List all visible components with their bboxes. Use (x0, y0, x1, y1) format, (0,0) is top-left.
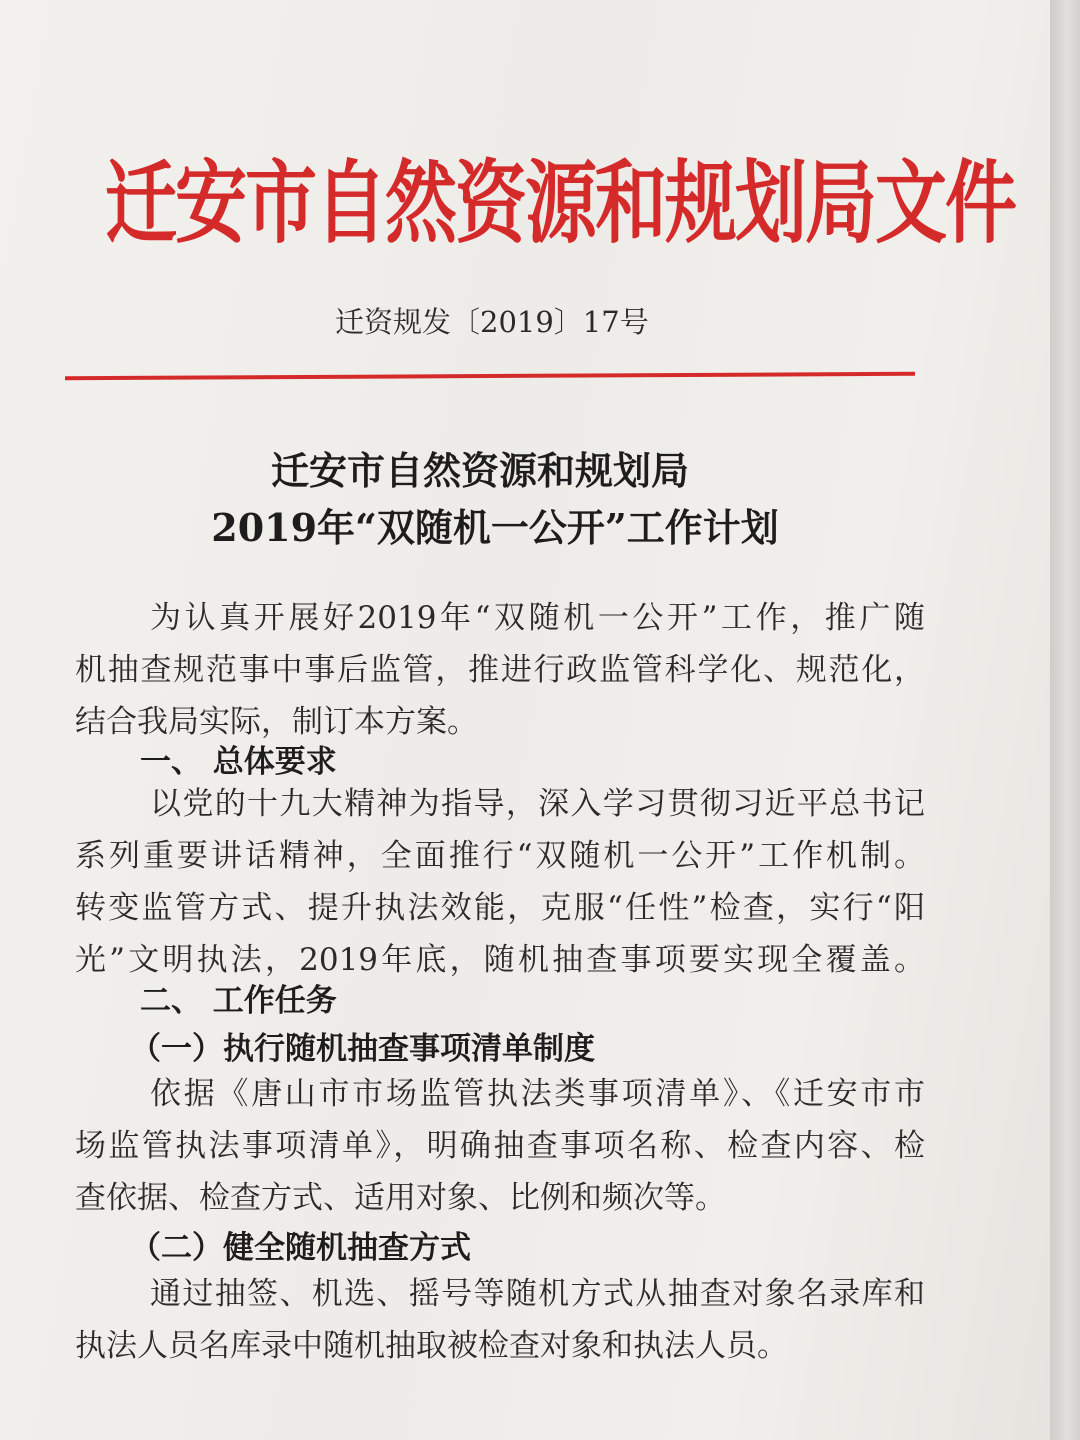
subsection-1-line: 场监管执法事项清单》，明确抽查事项名称、检查内容、检 (75, 1128, 925, 1164)
intro-line: 机抽查规范事中事后监管，推进行政监管科学化、规范化， (75, 652, 925, 688)
intro-line: 结合我局实际，制订本方案。 (75, 704, 478, 740)
document-title-line-1: 迁安市自然资源和规划局 (270, 448, 689, 493)
intro-line: 为认真开展好2019年“双随机一公开”工作，推广随 (150, 600, 925, 636)
subsection-2-line: 通过抽签、机选、摇号等随机方式从抽查对象名录库和 (150, 1276, 925, 1312)
section-2-heading: 二、 工作任务 (140, 983, 337, 1019)
subsection-2-line: 执法人员名库录中随机抽取被检查对象和执法人员。 (75, 1328, 788, 1364)
document-number: 迁资规发〔2019〕17号 (335, 305, 649, 339)
issuing-authority-header: 迁安市自然资源和规划局文件 (105, 150, 1016, 255)
subsection-1-heading: （一）执行随机抽查事项清单制度 (130, 1031, 595, 1067)
section-1-line: 转变监管方式、提升执法效能，克服“任性”检查，实行“阳 (75, 890, 925, 926)
subsection-2-body (75, 1268, 925, 1372)
underlying-page-edge (1050, 0, 1080, 1440)
document-title-line-2: 2019年“双随机一公开”工作计划 (211, 505, 779, 550)
intro-paragraph (75, 592, 925, 748)
subsection-2-heading: （二）健全随机抽查方式 (130, 1230, 471, 1266)
section-1-line: 以党的十九大精神为指导，深入学习贯彻习近平总书记 (150, 786, 925, 822)
section-1-line: 光”文明执法，2019年底，随机抽查事项要实现全覆盖。 (75, 942, 925, 978)
section-1-line: 系列重要讲话精神，全面推行“双随机一公开”工作机制。 (75, 838, 925, 874)
section-1-body (75, 778, 925, 986)
section-1-heading: 一、 总体要求 (140, 744, 337, 780)
subsection-1-body (75, 1068, 925, 1224)
subsection-1-line: 依据《唐山市市场监管执法类事项清单》、《迁安市市 (150, 1076, 925, 1112)
subsection-1-line: 查依据、检查方式、适用对象、比例和频次等。 (75, 1180, 726, 1216)
